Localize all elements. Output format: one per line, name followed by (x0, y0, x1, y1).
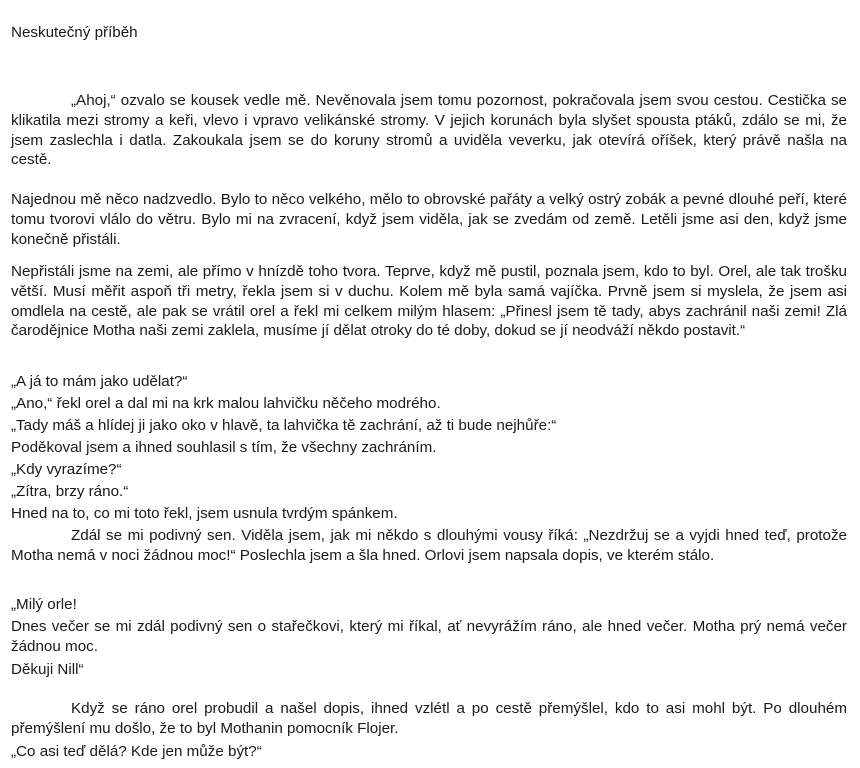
letter-salutation: „Milý orle! (11, 596, 77, 613)
dialogue-line: „A já to mám jako udělat?“ (11, 373, 188, 390)
paragraph-3: Nepřistáli jsme na zemi, ale přímo v hnízdě toho tvora. Teprve, když mě pustil, poznala jsem, kdo to byl. Orel, ale tak trošku větší. Musí měřit aspoň tři metry, řekla jsem si v duchu. Kolem mě byla samá vajíčka. Prvně jsem si myslela, že jsem asi omdlela na cestě, ale pak se vrátil orel a řekl mi celkem milým hlasem: „Přinesl jsem tě tady, abys zachránil naši zemi! Zlá čarodějnice Motha naši zemi zaklela, musíme jí dělat otroky do té doby, dokud se jí neodváží někdo postavit.“ (11, 263, 847, 340)
letter-signature: Děkuji Nill“ (11, 661, 84, 678)
dialogue-line: „Zítra, brzy ráno.“ (11, 483, 129, 500)
dialogue-line: „Ano,“ řekl orel a dal mi na krk malou lahvičku něčeho modrého. (11, 395, 441, 412)
document-title: Neskutečný příběh (11, 24, 138, 41)
dialogue-line: „Kdy vyrazíme?“ (11, 461, 122, 478)
paragraph-dream: Zdál se mi podivný sen. Viděla jsem, jak mi někdo s dlouhými vousy říká: „Nezdržuj se a vyjdi hned teď, protože Motha nemá v noci žádnou moc!“ Poslechla jsem a šla hned. Orlovi jsem napsala dopis, ve kterém stálo. (11, 527, 847, 564)
paragraph-1: „Ahoj,“ ozvalo se kousek vedle mě. Nevěnovala jsem tomu pozornost, pokračovala jsem svou cestou. Cestička se klikatila mezi stromy a keři, vlevo i vpravo velikánské stromy. V jejich korunách byla slyšet spousta ptáků, zdálo se mi, že jsem zaslechla i datla. Zakoukala jsem se do koruny stromů a uviděla veverku, jak otevírá oříšek, který právě našla na cestě. (11, 92, 847, 169)
dialogue-line: „Tady máš a hlídej ji jako oko v hlavě, ta lahvička tě zachrání, až ti bude nejhůře:“ (11, 417, 557, 434)
text-line: Hned na to, co mi toto řekl, jsem usnula tvrdým spánkem. (11, 505, 398, 522)
paragraph-2: Najednou mě něco nadzvedlo. Bylo to něco velkého, mělo to obrovské pařáty a velký ostrý zobák a pevné dlouhé peří, které tomu tvorovi vlálo do větru. Bylo mi na zvracení, když jsem viděla, jak se zvedám od země. Letěli jsme asi den, když jsme konečně přistáli. (11, 191, 847, 248)
dialogue-line: „Co asi teď dělá? Kde jen může být?“ (11, 743, 262, 760)
letter-body: Dnes večer se mi zdál podivný sen o stařečkovi, který mi říkal, ať nevyrážím ráno, ale hned večer. Motha prý nemá večer žádnou moc. (11, 618, 847, 655)
paragraph-final: Když se ráno orel probudil a našel dopis, ihned vzlétl a po cestě přemýšlel, kdo to asi mohl být. Po dlouhém přemýšlení mu došlo, že to byl Mothanin pomocník Flojer. (11, 700, 847, 737)
text-line: Poděkoval jsem a ihned souhlasil s tím, že všechny zachráním. (11, 439, 437, 456)
